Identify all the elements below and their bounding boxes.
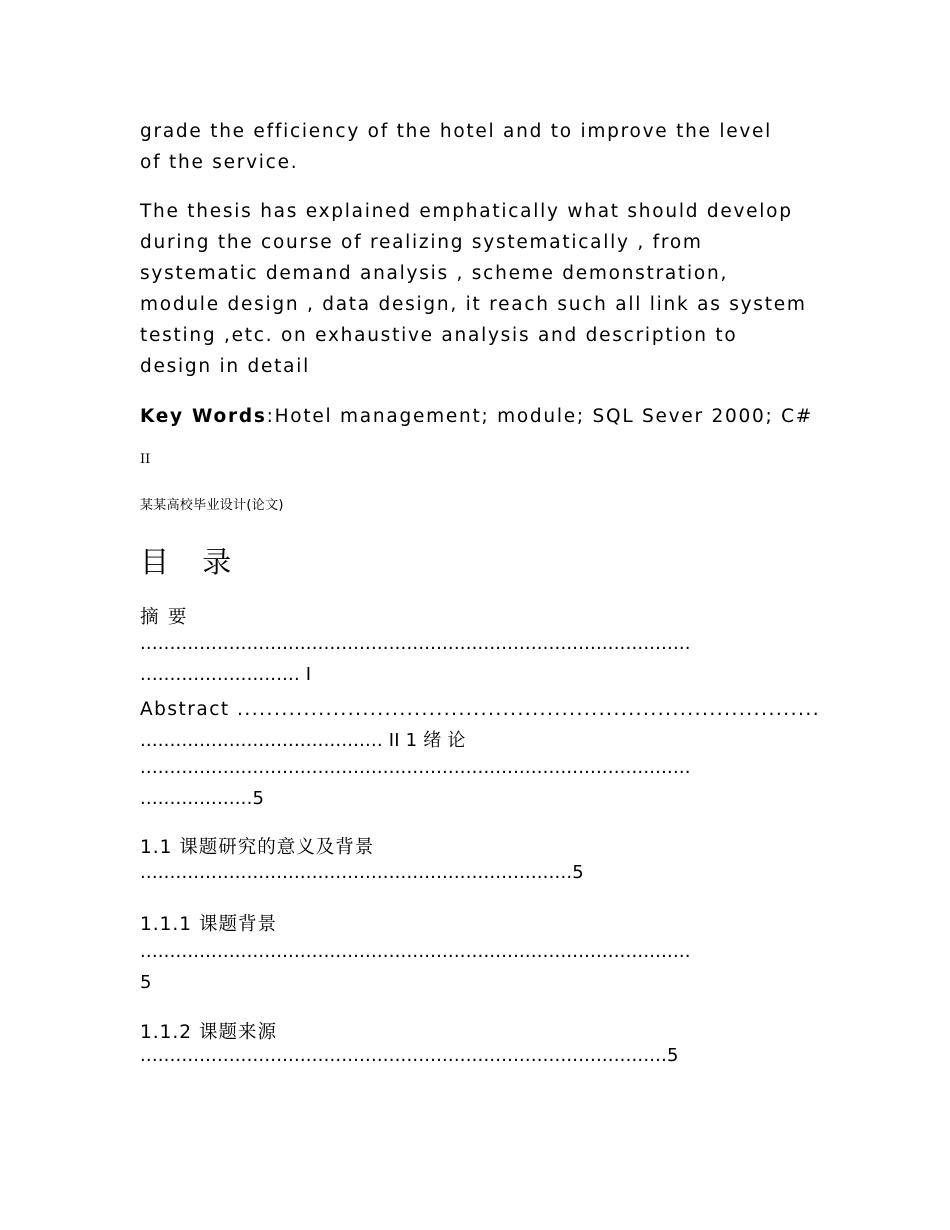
abstract-paragraph-line-5: testing ,etc. on exhaustive analysis and description to — [140, 325, 738, 346]
running-header: 某某高校毕业设计(论文) — [140, 498, 284, 513]
toc-line: ...................5 — [140, 788, 265, 809]
toc-line: 摘 要 — [140, 607, 189, 628]
keywords-text: :Hotel management; module; SQL Sever 2000; C# — [266, 406, 814, 427]
abstract-continuation-line-1: grade the efficiency of the hotel and to improve the level — [140, 121, 773, 142]
toc-line: ............................................................................................. — [140, 757, 691, 778]
toc-line: .........................................................................................5 — [140, 1045, 679, 1066]
page-number: II — [140, 452, 151, 467]
toc-line: 1.1.1 课题背景 — [140, 914, 277, 935]
toc-title: 目 录 — [140, 545, 244, 579]
toc-line: 5 — [140, 972, 152, 993]
toc-line: ............................................................................................. — [140, 941, 691, 962]
keywords-label: Key Words — [140, 406, 267, 427]
toc-line: ......................................... II 1 绪 论 — [140, 730, 466, 751]
abstract-paragraph-line-1: The thesis has explained emphatically what should develop — [140, 201, 793, 222]
toc-line: .........................................................................5 — [140, 862, 584, 883]
toc-line: Abstract ............................................................................... — [140, 699, 821, 720]
abstract-paragraph-line-6: design in detail — [140, 356, 310, 377]
toc-line: ............................................................................................. — [140, 633, 691, 654]
toc-line: 1.1 课题研究的意义及背景 — [140, 837, 375, 858]
abstract-paragraph-line-3: systematic demand analysis , scheme demonstration, — [140, 263, 729, 284]
abstract-paragraph-line-2: during the course of realizing systematically , from — [140, 232, 703, 253]
keywords-line — [140, 401, 813, 432]
toc-line: ........................... I — [140, 664, 312, 685]
abstract-continuation-line-2: of the service. — [140, 152, 299, 173]
abstract-paragraph-line-4: module design , data design, it reach such all link as system — [140, 294, 807, 315]
toc-line: 1.1.2 课题来源 — [140, 1022, 277, 1043]
